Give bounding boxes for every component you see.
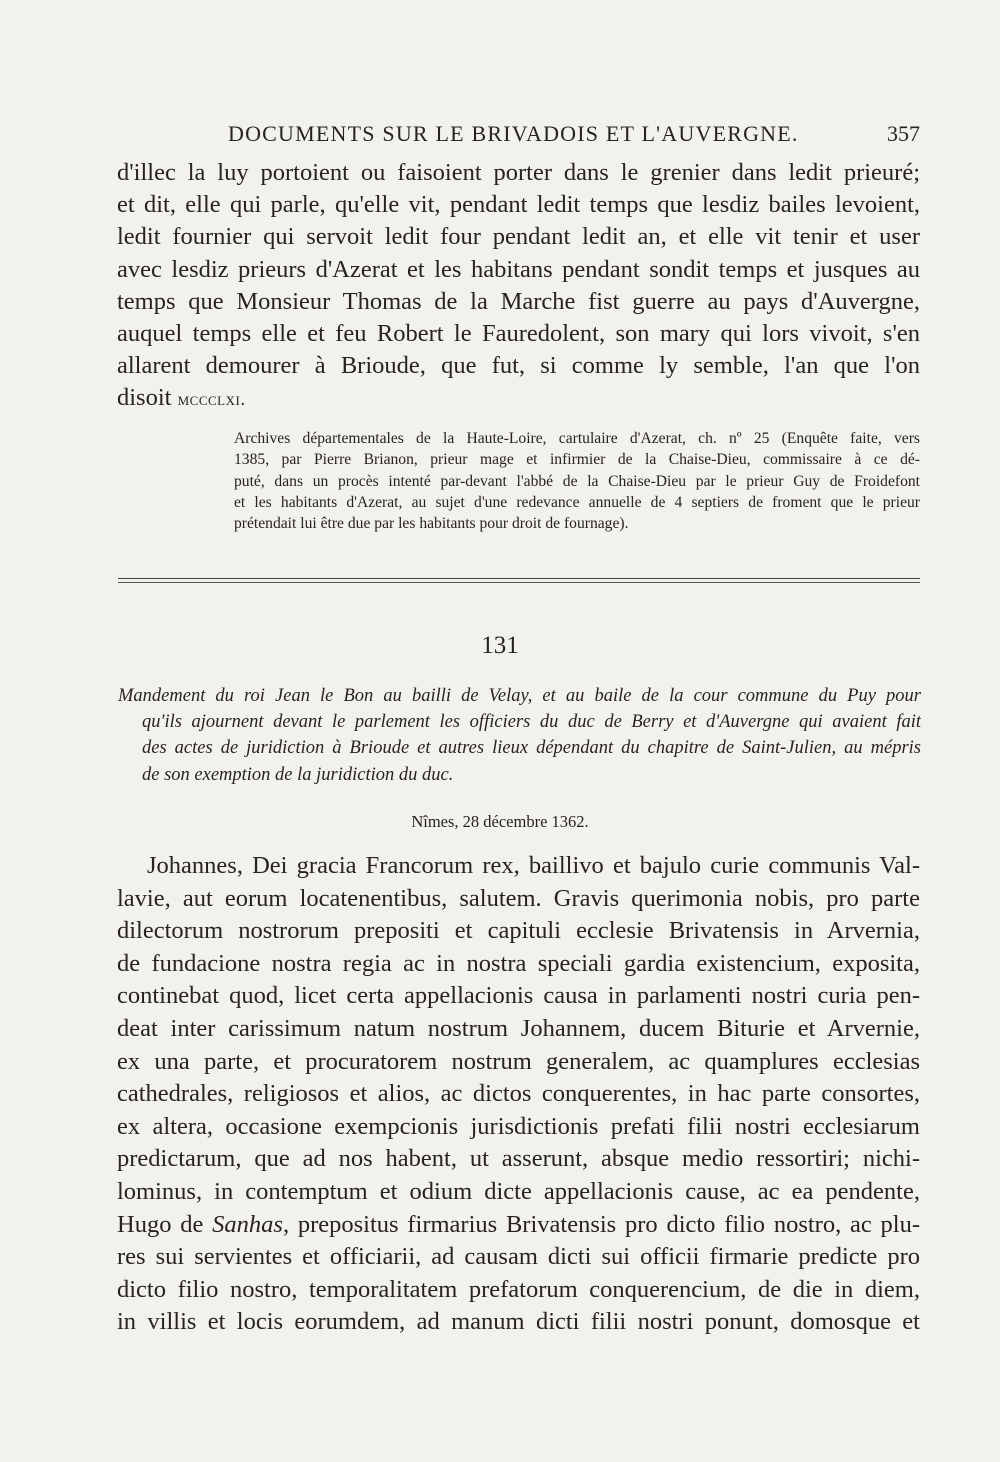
section-rule [118,582,920,583]
body-line: predictarum, que ad nos habent, ut asserunt, absque medio ressortiri; nichi- [117,1145,920,1173]
summary-line: de son exemption de la juridiction du duc. [142,764,454,785]
body-line: continebat quod, licet certa appellacionis causa in parlamenti nostri curia pen- [117,982,920,1010]
note-line: et les habitants d'Azerat, au sujet d'une redevance annuelle de 4 septiers de froment que le prieur [234,493,920,511]
prose-line: temps que Monsieur Thomas de la Marche fist guerre au pays d'Auvergne, [117,287,920,315]
hugo-after: , prepositus firmarius Brivatensis pro dicto filio nostro, ac plu- [282,1210,920,1238]
year-small-caps: mccclxi. [177,389,246,411]
body-line: de fundacione nostra regia ac in nostra speciali gardia existencium, exposita, [117,949,920,977]
note-line: prétendait lui être due par les habitants pour droit de fournage). [234,515,629,533]
body-line: res sui servientes et officiarii, ad causam dicti sui officii firmarie predicte pro [117,1243,920,1271]
summary-line: des actes de juridiction à Brioude et autres lieux dépendant du chapitre de Saint-Julien, au mépris [142,738,921,759]
body-line: ex altera, occasione exempcionis jurisdictionis prefati filii nostri ecclesiarum [117,1112,920,1140]
prose-line: ledit fournier qui servoit ledit four pendant ledit an, et elle vit tenir et user [117,223,920,251]
body-line: ex una parte, et procuratorem nostrum generalem, ac quamplures ecclesias [117,1047,920,1075]
note-line: 1385, par Pierre Brianon, prieur mage et infirmier de la Chaise-Dieu, commissaire à ce dé- [234,451,920,469]
note-line: puté, dans un procès intenté par-devant l'abbé de la Chaise-Dieu par le prieur Guy de Froidefont [234,472,920,490]
body-line-hugo [117,1209,920,1242]
body-line: dilectorum nostrorum prepositi et capituli ecclesie Brivatensis in Arvernia, [117,917,920,945]
prose-line-last [117,382,920,414]
body-line: Johannes, Dei gracia Francorum rex, baillivo et bajulo curie communis Val- [147,852,920,879]
document-summary [118,683,921,788]
prose-line: d'illec la luy portoient ou faisoient porter dans le grenier dans ledit prieuré; [117,159,920,186]
document-number: 131 [481,632,519,659]
prose-line: auquel temps elle et feu Robert le Fauredolent, son mary qui lors vivoit, s'en [117,319,920,347]
hugo-italic-name: Sanhas [212,1210,283,1238]
hugo-before: Hugo de [117,1210,213,1238]
page-number: 357 [887,121,920,146]
body-line: in villis et locis eorumdem, ad manum dicti filii nostri ponunt, domosque et [117,1308,920,1336]
section-rule [118,578,920,579]
prose-line: et dit, elle qui parle, qu'elle vit, pendant ledit temps que lesdiz bailes levoient, [117,191,920,219]
prose-last-text: disoit [117,384,178,412]
body-line: deat inter carissimum natum nostrum Johannem, ducem Biturie et Arvernie, [117,1014,920,1042]
note-line: Archives départementales de la Haute-Loire, cartulaire d'Azerat, ch. nº 25 (Enquête faite, vers [234,430,920,447]
body-line: lavie, aut eorum locatenentibus, salutem. Gravis querimonia nobis, pro parte [117,884,920,912]
prose-line: allarent demourer à Brioude, que fut, si comme ly semble, l'an que l'on [117,352,920,380]
running-title: DOCUMENTS SUR LE BRIVADOIS ET L'AUVERGNE. [228,121,799,146]
archival-note [120,428,920,534]
running-header [120,121,920,151]
prose-line: avec lesdiz prieurs d'Azerat et les habitans pendant sondit temps et jusques au [117,255,920,283]
dateline: Nîmes, 28 décembre 1362. [411,812,589,831]
summary-line: qu'ils ajournent devant le parlement les officiers du duc de Berry et d'Auvergne qui avaient fait [142,712,921,733]
body-line: lominus, in contemptum et odium dicte appellacionis cause, ac ea pendente, [117,1177,920,1205]
body-line: cathedrales, religiosos et alios, ac dictos conquerentes, in hac parte consortes, [117,1080,920,1108]
prose-block [117,157,920,415]
summary-line: Mandement du roi Jean le Bon au bailli de Velay, et au baile de la cour commune du Puy pour [118,686,921,706]
charter-text [117,850,920,1339]
body-line: dicto filio nostro, temporalitatem prefatorum conquerencium, de die in diem, [117,1275,920,1303]
